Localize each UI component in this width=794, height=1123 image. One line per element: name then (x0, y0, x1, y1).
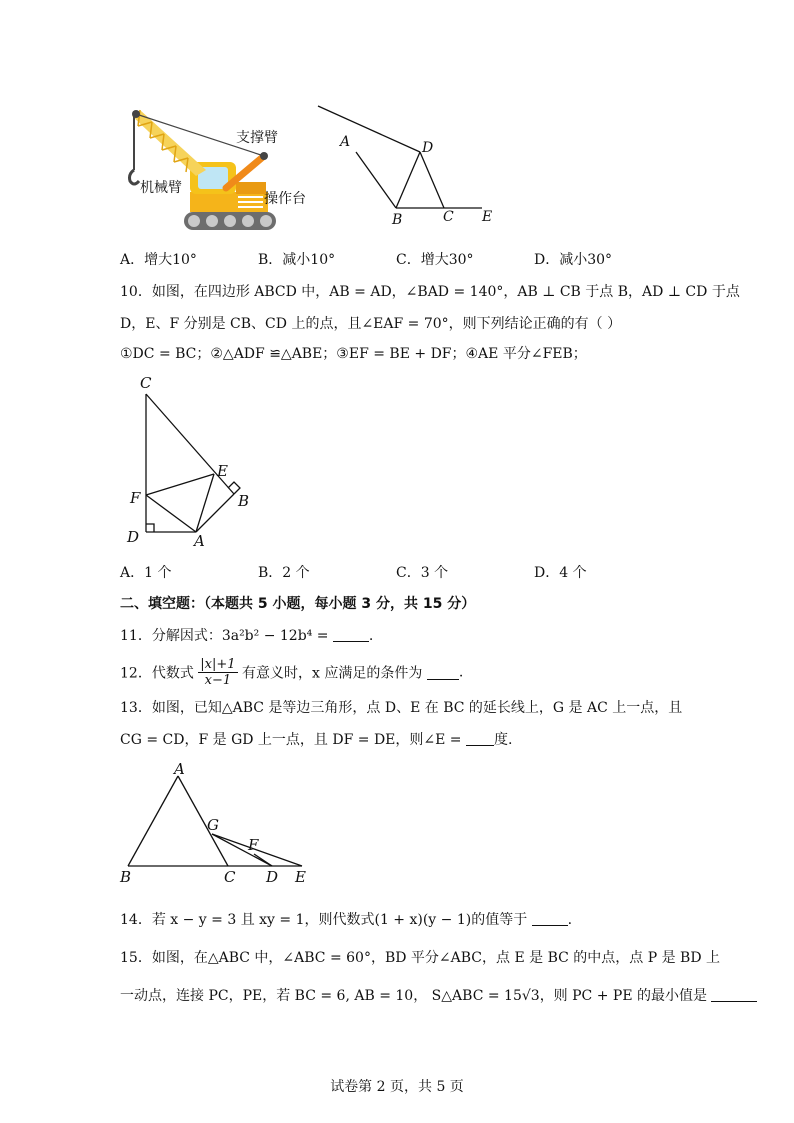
q14-question (120, 909, 572, 929)
q11-question (120, 625, 373, 645)
q10-label-B: B (238, 492, 250, 510)
q12-fraction (198, 657, 237, 688)
q12-denominator: x−1 (204, 673, 232, 688)
q10-option-b[interactable]: B．2 个 (258, 565, 310, 581)
q15-text-line1: 15．如图，在△ABC 中，∠ABC = 60°，BD 平分∠ABC，点 E 是 BC 的中点，点 P 是 BD 上 (120, 950, 721, 966)
q15-line2-prefix: 一动点，连接 PC，PE，若 BC = 6, AB = 10， (120, 988, 428, 1004)
q10-text-line3: ①DC = BC；②△ADF ≌△ABE；③EF = BE + DF；④AE 平分∠FEB； (120, 346, 587, 362)
q12-question (120, 657, 463, 688)
q10-text-line2: D，E、F 分别是 CB、CD 上的点，且∠EAF = 70°，则下列结论正确的有（ ） (120, 316, 622, 332)
q10-text-line1: 10．如图，在四边形 ABCD 中，AB = AD，∠BAD = 140°，AB ⊥ CB 于点 B，AD ⊥ CD 于点 (120, 284, 740, 300)
page-footer: 试卷第 2 页，共 5 页 (330, 1079, 464, 1095)
q13-label-D: D (266, 868, 279, 886)
section-heading-fill-in: 二、填空题：（本题共 5 小题，每小题 3 分，共 15 分） (120, 596, 476, 612)
crane-label-arm: 机械臂 (140, 180, 182, 196)
q12-numerator: |x|+1 (200, 657, 236, 672)
q9-label-A: A (340, 134, 351, 150)
q13-answer-blank[interactable] (466, 731, 494, 746)
q10-label-D: D (127, 528, 140, 546)
q10-label-C: C (140, 374, 152, 392)
q15-answer-blank[interactable] (711, 987, 757, 1002)
q10-label-E: E (217, 462, 228, 480)
q13-line2-prefix: CG = CD，F 是 GD 上一点，且 DF = DE，则∠E = (120, 732, 462, 748)
q15-area-expression: S△ABC = 15√3 (431, 988, 540, 1004)
q13-label-E: E (295, 868, 306, 886)
q14-suffix: . (567, 912, 573, 928)
q11-text: 11．分解因式：3a²b² − 12b⁴ = (120, 628, 329, 644)
q13-label-C: C (224, 868, 236, 886)
q9-label-C: C (443, 209, 454, 225)
q15-text-line2 (120, 985, 757, 1005)
q12-suffix: 有意义时，x 应满足的条件为 (242, 665, 423, 682)
q9-geometry-figure (310, 100, 510, 230)
crane-label-support: 支撑臂 (236, 130, 278, 146)
q9-option-d[interactable]: D．减小30° (534, 252, 613, 268)
q15-line2-suffix: ，则 PC + PE 的最小值是 (539, 988, 707, 1004)
q14-text: 14．若 x − y = 3 且 xy = 1，则代数式(1 + x)(y − 1)的值等于 (120, 912, 528, 928)
q12-prefix: 12．代数式 (120, 665, 194, 682)
q12-end: . (458, 664, 464, 681)
crane-label-platform: 操作台 (264, 191, 306, 207)
q12-answer-blank[interactable] (427, 665, 459, 680)
q13-label-A: A (174, 760, 185, 778)
q10-label-F: F (130, 489, 141, 507)
q10-option-d[interactable]: D．4 个 (534, 565, 587, 581)
q13-label-F: F (248, 836, 259, 854)
q9-option-b[interactable]: B．减小10° (258, 252, 336, 268)
q13-label-B: B (120, 868, 132, 886)
q14-answer-blank[interactable] (532, 911, 568, 926)
q13-text-line2 (120, 729, 512, 749)
q11-answer-blank[interactable] (333, 627, 369, 642)
crane-illustration (118, 100, 318, 235)
q9-label-E: E (482, 209, 493, 225)
q13-line2-suffix: 度. (493, 732, 513, 748)
q10-option-c[interactable]: C．3 个 (396, 565, 449, 581)
q9-label-D: D (422, 140, 434, 156)
q13-label-G: G (207, 816, 219, 834)
q10-label-A: A (194, 532, 205, 550)
q13-text-line1: 13．如图，已知△ABC 是等边三角形，点 D、E 在 BC 的延长线上，G 是 AC 上一点，且 (120, 700, 683, 716)
q10-quadrilateral-figure (120, 370, 270, 550)
q11-suffix: . (368, 628, 374, 644)
q10-option-a[interactable]: A．1 个 (120, 565, 172, 581)
q9-label-B: B (392, 212, 403, 228)
q9-option-a[interactable]: A．增大10° (120, 252, 197, 268)
q9-option-c[interactable]: C．增大30° (396, 252, 474, 268)
q13-triangle-figure (114, 758, 314, 888)
